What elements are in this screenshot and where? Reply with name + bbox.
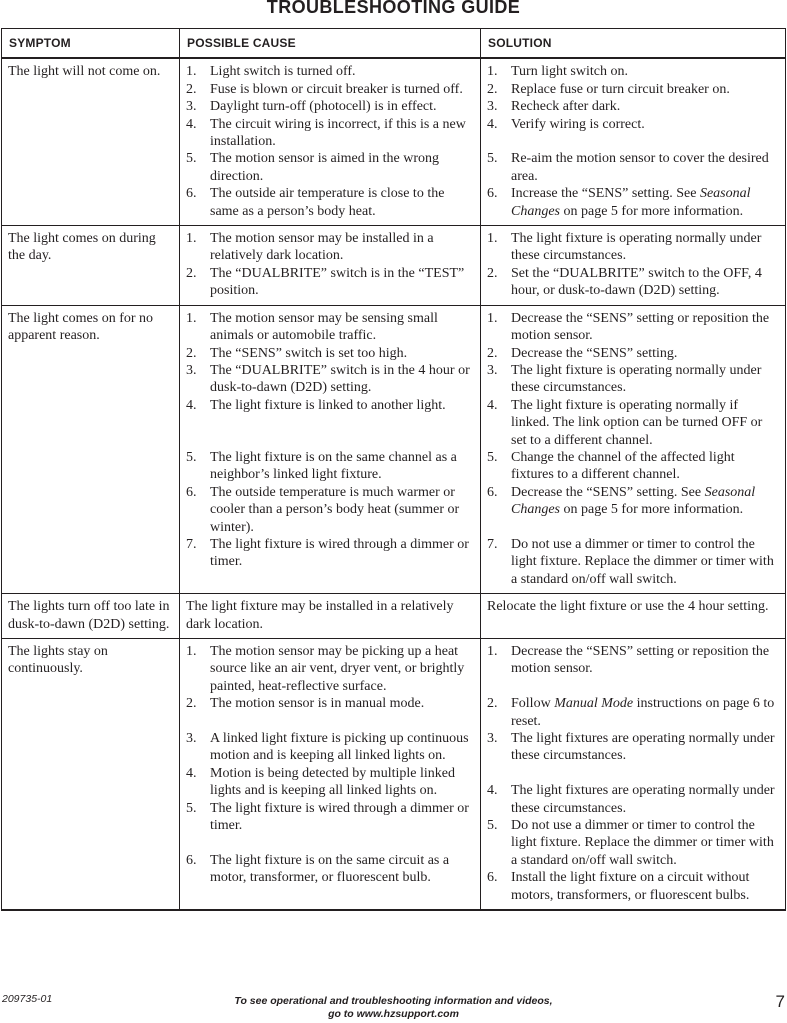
symptom-cell: The light comes on during the day. xyxy=(2,226,180,306)
list-item: 6. Decrease the “SENS” setting. See Seasonal Changes on page 5 for more information. xyxy=(487,484,756,518)
page-number: 7 xyxy=(775,992,785,1011)
table-row xyxy=(2,594,786,639)
list-item: 5. The motion sensor is aimed in the wrong direction. xyxy=(186,151,440,184)
symptom-cell: The light will not come on. xyxy=(2,58,180,225)
solution-list xyxy=(487,63,780,220)
table-header-row xyxy=(2,29,786,59)
list-item: 2. Replace fuse or turn circuit breaker on. xyxy=(487,81,730,97)
symptom-cell: The lights stay on continuously. xyxy=(2,638,180,910)
cause-list xyxy=(186,310,475,571)
list-item: 2. The motion sensor is in manual mode. xyxy=(186,696,425,712)
document-code: 209735-01 xyxy=(2,993,53,1005)
cause-cell: The light fixture may be installed in a relatively dark location. xyxy=(180,594,481,639)
symptom-cell: The lights turn off too late in dusk-to-dawn (D2D) setting. xyxy=(2,594,180,639)
list-item: 4. The light fixtures are operating normally under these circumstances. xyxy=(487,783,775,816)
solution-cell xyxy=(481,638,786,910)
list-item: 6. The outside air temperature is close to the same as a person’s body heat. xyxy=(186,186,445,219)
list-item: 5. Do not use a dimmer or timer to control the light fixture. Replace the dimmer or timer with a standard on/off wall switch. xyxy=(487,818,774,868)
cause-list xyxy=(186,230,475,300)
solution-cell: Relocate the light fixture or use the 4 hour setting. xyxy=(481,594,786,639)
cause-cell xyxy=(180,305,481,593)
list-item: 1. The motion sensor may be picking up a heat source like an air vent, dryer vent, or brightly painted, heat-reflective surface. xyxy=(186,643,465,694)
troubleshooting-table xyxy=(1,28,786,911)
support-link[interactable]: go to www.hzsupport.com xyxy=(328,1008,459,1020)
list-item: 6. Install the light fixture on a circuit without motors, transformers, or fluorescent bulbs. xyxy=(487,870,750,903)
header-symptom: SYMPTOM xyxy=(2,29,180,59)
solution-cell xyxy=(481,226,786,306)
list-item: 2. Fuse is blown or circuit breaker is turned off. xyxy=(186,81,463,97)
solution-list xyxy=(487,643,780,904)
header-solution: SOLUTION xyxy=(481,29,786,59)
list-item: 3. Recheck after dark. xyxy=(487,99,621,115)
list-item: 1. The light fixture is operating normally under these circumstances. xyxy=(487,231,762,264)
list-item: 5. The light fixture is on the same channel as a neighbor’s linked light fixture. xyxy=(186,449,457,483)
cause-list xyxy=(186,63,475,220)
list-item: 1. Decrease the “SENS” setting or reposition the motion sensor. xyxy=(487,643,770,677)
header-possible-cause: POSSIBLE CAUSE xyxy=(180,29,481,59)
list-item: 5. Change the channel of the affected light fixtures to a different channel. xyxy=(487,449,735,483)
solution-cell xyxy=(481,305,786,593)
list-item: 2. The “SENS” switch is set too high. xyxy=(186,345,408,361)
list-item: 3. The light fixture is operating normally under these circumstances. xyxy=(487,362,762,396)
support-note-line: To see operational and troubleshooting information and videos, xyxy=(234,995,553,1007)
list-item: 4. Verify wiring is correct. xyxy=(487,116,645,132)
list-item: 2. Follow Manual Mode instructions on page 6 to reset. xyxy=(487,696,775,729)
list-item: 2. Decrease the “SENS” setting. xyxy=(487,345,678,361)
list-item: 6. The light fixture is on the same circuit as a motor, transformer, or fluorescent bulb. xyxy=(186,852,450,886)
list-item: 5. Re-aim the motion sensor to cover the desired area. xyxy=(487,151,769,184)
cause-cell xyxy=(180,638,481,910)
list-item: 2. Set the “DUALBRITE” switch to the OFF, 4 hour, or dusk-to-dawn (D2D) setting. xyxy=(487,265,762,299)
list-item: 1. Decrease the “SENS” setting or reposition the motion sensor. xyxy=(487,310,770,344)
solution-list xyxy=(487,230,780,300)
list-item: 6. Increase the “SENS” setting. See Seasonal Changes on page 5 for more information. xyxy=(487,186,751,219)
solution-cell xyxy=(481,58,786,225)
list-item: 4. The light fixture is operating normally if linked. The link option can be turned OFF or set to a different channel. xyxy=(487,397,763,448)
list-item: 4. Motion is being detected by multiple linked lights and is keeping all linked lights on. xyxy=(186,765,455,799)
table-row xyxy=(2,305,786,593)
list-item: 3. The “DUALBRITE” switch is in the 4 hour or dusk-to-dawn (D2D) setting. xyxy=(186,362,470,396)
list-item: 4. The light fixture is linked to another light. xyxy=(186,397,446,413)
list-item: 4. The circuit wiring is incorrect, if this is a new installation. xyxy=(186,116,466,150)
list-item: 3. Daylight turn-off (photocell) is in effect. xyxy=(186,99,437,115)
table-row xyxy=(2,58,786,225)
symptom-cell: The light comes on for no apparent reason. xyxy=(2,305,180,593)
cause-list xyxy=(186,643,475,887)
cause-cell xyxy=(180,58,481,225)
list-item: 6. The outside temperature is much warmer or cooler than a person’s body heat (summer or winter). xyxy=(186,484,460,535)
support-note xyxy=(0,995,787,1021)
table-row xyxy=(2,638,786,910)
list-item: 3. The light fixtures are operating normally under these circumstances. xyxy=(487,731,775,764)
list-item: 1. Turn light switch on. xyxy=(487,64,628,80)
list-item: 7. Do not use a dimmer or timer to control the light fixture. Replace the dimmer or timer with a standard on/off wall switch. xyxy=(487,536,774,587)
solution-list xyxy=(487,310,780,588)
cause-cell xyxy=(180,226,481,306)
list-item: 3. A linked light fixture is picking up continuous motion and is keeping all linked lights on. xyxy=(186,731,469,764)
list-item: 2. The “DUALBRITE” switch is in the “TEST” position. xyxy=(186,265,465,299)
list-item: 1. The motion sensor may be installed in a relatively dark location. xyxy=(186,231,434,264)
page-title: TROUBLESHOOTING GUIDE xyxy=(266,0,521,17)
list-item: 7. The light fixture is wired through a dimmer or timer. xyxy=(186,536,469,570)
list-item: 1. The motion sensor may be sensing small animals or automobile traffic. xyxy=(186,310,438,344)
list-item: 1. Light switch is turned off. xyxy=(186,64,356,80)
table-row xyxy=(2,226,786,306)
list-item: 5. The light fixture is wired through a dimmer or timer. xyxy=(186,800,469,834)
